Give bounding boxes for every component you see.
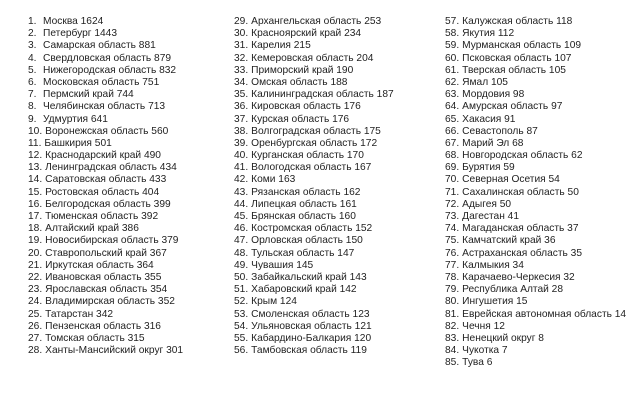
item-text: Якутия 112 [462, 28, 515, 40]
item-text: Псковская область 107 [462, 52, 572, 64]
item-number: 21. [28, 259, 43, 271]
item-text: Севастополь 87 [462, 125, 538, 137]
item-number: 28. [28, 345, 43, 357]
list-item [28, 77, 183, 89]
item-text: Смоленская область 123 [251, 308, 370, 320]
item-number: 30. [234, 28, 249, 40]
item-text: Магаданская область 37 [462, 223, 579, 235]
item-text: Марий Эл 68 [462, 137, 524, 149]
item-text: Дагестан 41 [462, 211, 519, 222]
list-item [445, 101, 626, 113]
column-2 [234, 16, 394, 357]
item-text: Ханты-Мансийский округ 301 [45, 345, 184, 357]
list-item [445, 162, 626, 174]
item-number: 6. [28, 76, 37, 88]
list-item [445, 248, 626, 260]
list-item [234, 199, 394, 211]
list-item [28, 260, 183, 272]
list-item [234, 114, 394, 126]
item-number: 64. [445, 101, 460, 113]
item-text: Тува 6 [462, 357, 493, 369]
item-number: 61. [445, 64, 460, 76]
item-number: 84. [445, 345, 460, 357]
item-text: Архангельская область 253 [251, 16, 382, 27]
item-text: Приморский край 190 [251, 64, 354, 76]
item-text: Ивановская область 355 [45, 271, 162, 283]
list-item [234, 40, 394, 52]
list-item [28, 89, 183, 101]
item-number: 82. [445, 320, 460, 332]
item-text: Саратовская область 433 [45, 174, 167, 186]
item-number: 53. [234, 308, 249, 320]
list-item [445, 53, 626, 65]
item-text: Башкирия 501 [44, 137, 112, 149]
list-item [28, 284, 183, 296]
item-number: 70. [445, 174, 460, 186]
item-number: 76. [445, 247, 460, 259]
item-text: Московская область 751 [43, 76, 160, 88]
item-text: Орловская область 150 [251, 235, 363, 247]
item-number: 23. [28, 284, 43, 296]
list-item [28, 150, 183, 162]
list-item [28, 101, 183, 113]
item-number: 78. [445, 271, 460, 283]
item-number: 31. [234, 40, 249, 52]
item-number: 58. [445, 28, 460, 40]
item-text: Петербург 1443 [43, 28, 117, 40]
item-number: 19. [28, 235, 43, 247]
item-number: 20. [28, 247, 43, 259]
item-number: 18. [28, 223, 43, 235]
item-text: Курганская область 170 [251, 150, 364, 162]
item-number: 75. [445, 235, 460, 247]
item-number: 33. [234, 64, 249, 76]
list-item [28, 296, 183, 308]
list-item [234, 77, 394, 89]
item-number: 32. [234, 52, 249, 64]
item-number: 67. [445, 137, 460, 149]
item-number: 24. [28, 296, 43, 308]
list-item [234, 260, 394, 272]
list-item [28, 40, 183, 52]
ranked-list [28, 16, 183, 357]
item-number: 4. [28, 52, 37, 64]
item-text: Ставропольский край 367 [45, 247, 167, 259]
item-number: 41. [234, 162, 249, 174]
list-item [28, 333, 183, 345]
item-text: Тульская область 147 [251, 247, 355, 259]
item-text: Адыгея 50 [462, 198, 512, 210]
list-item [234, 321, 394, 333]
list-item [234, 101, 394, 113]
item-number: 50. [234, 271, 249, 283]
item-text: Томская область 315 [45, 332, 145, 344]
list-item [445, 150, 626, 162]
item-number: 36. [234, 101, 249, 113]
list-item [445, 126, 626, 138]
item-text: Вологодская область 167 [251, 162, 372, 174]
item-number: 12. [28, 150, 43, 162]
item-text: Новгородская область 62 [462, 150, 583, 162]
list-item [445, 272, 626, 284]
item-number: 63. [445, 89, 460, 101]
list-item [234, 65, 394, 77]
item-number: 26. [28, 320, 43, 332]
item-number: 10. [28, 125, 43, 137]
list-item [445, 211, 626, 223]
item-text: Чукотка 7 [462, 345, 508, 357]
item-text: Челябинская область 713 [43, 101, 166, 113]
list-item [28, 53, 183, 65]
item-text: Костромская область 152 [251, 223, 373, 235]
item-text: Липецкая область 161 [251, 198, 357, 210]
list-item [234, 150, 394, 162]
item-text: Хакасия 91 [462, 113, 516, 125]
list-item [28, 187, 183, 199]
list-item [28, 272, 183, 284]
item-text: Чувашия 145 [251, 259, 314, 271]
list-item [234, 248, 394, 260]
list-item [234, 16, 394, 28]
item-text: Татарстан 342 [45, 308, 114, 320]
item-text: Рязанская область 162 [251, 186, 361, 198]
item-number: 79. [445, 284, 460, 296]
item-text: Республика Алтай 28 [462, 284, 564, 296]
list-item [28, 16, 183, 28]
list-item [28, 162, 183, 174]
item-text: Калужская область 118 [462, 16, 573, 27]
item-text: Владимирская область 352 [45, 296, 175, 308]
list-item [445, 77, 626, 89]
list-item [234, 89, 394, 101]
item-text: Ленинградская область 434 [45, 162, 177, 174]
item-text: Ростовская область 404 [45, 186, 160, 198]
item-text: Красноярский край 234 [251, 28, 362, 40]
item-text: Северная Осетия 54 [462, 174, 560, 186]
list-item [28, 223, 183, 235]
item-text: Пензенская область 316 [45, 320, 161, 332]
list-item [28, 114, 183, 126]
item-number: 81. [445, 308, 460, 320]
list-item [445, 16, 626, 28]
item-number: 35. [234, 89, 249, 101]
item-number: 14. [28, 174, 43, 186]
item-text: Коми 163 [251, 174, 296, 186]
item-text: Краснодарский край 490 [45, 150, 161, 162]
list-item [28, 345, 183, 357]
item-number: 77. [445, 259, 460, 271]
item-text: Мордовия 98 [462, 89, 525, 101]
list-item [445, 114, 626, 126]
item-text: Волгоградская область 175 [251, 125, 381, 137]
item-number: 9. [28, 113, 37, 125]
list-item [28, 211, 183, 223]
item-number: 29. [234, 16, 249, 27]
item-text: Камчатский край 36 [462, 235, 556, 247]
list-item [445, 65, 626, 77]
ranked-list [234, 16, 394, 357]
item-number: 34. [234, 76, 249, 88]
list-item [234, 272, 394, 284]
item-number: 22. [28, 271, 43, 283]
item-text: Москва 1624 [43, 16, 104, 27]
item-number: 56. [234, 345, 249, 357]
item-number: 73. [445, 211, 460, 222]
item-number: 49. [234, 259, 249, 271]
list-item [234, 284, 394, 296]
item-text: Кемеровская область 204 [251, 52, 374, 64]
column-3 [445, 16, 626, 369]
list-item [445, 89, 626, 101]
item-number: 71. [445, 186, 460, 198]
list-item [445, 223, 626, 235]
item-text: Свердловская область 879 [43, 52, 172, 64]
item-number: 7. [28, 89, 37, 101]
list-item [445, 345, 626, 357]
item-text: Ульяновская область 121 [251, 320, 372, 332]
list-item [234, 174, 394, 186]
item-number: 85. [445, 357, 460, 369]
ranked-list [445, 16, 626, 369]
list-item [28, 65, 183, 77]
list-item [445, 235, 626, 247]
item-text: Карелия 215 [251, 40, 311, 52]
list-item [234, 28, 394, 40]
list-item [445, 40, 626, 52]
item-number: 69. [445, 162, 460, 174]
item-text: Бурятия 59 [462, 162, 515, 174]
item-number: 8. [28, 101, 37, 113]
list-item [28, 138, 183, 150]
item-text: Тюменская область 392 [45, 211, 159, 222]
item-text: Ингушетия 15 [462, 296, 528, 308]
list-item [234, 296, 394, 308]
item-number: 27. [28, 332, 43, 344]
list-item [445, 174, 626, 186]
item-text: Алтайский край 386 [45, 223, 139, 235]
list-item [234, 235, 394, 247]
item-text: Иркутская область 364 [45, 259, 154, 271]
list-item [445, 284, 626, 296]
item-number: 44. [234, 198, 249, 210]
item-text: Белгородская область 399 [45, 198, 171, 210]
region-ranking-list [0, 16, 640, 402]
item-text: Нижегородская область 832 [43, 64, 177, 76]
item-number: 65. [445, 113, 460, 125]
list-item [234, 138, 394, 150]
item-text: Карачаево-Черкесия 32 [462, 271, 575, 283]
item-text: Пермский край 744 [43, 89, 134, 101]
item-number: 17. [28, 211, 43, 222]
column-1 [28, 16, 183, 357]
item-text: Брянская область 160 [251, 211, 356, 222]
item-text: Крым 124 [251, 296, 297, 308]
item-text: Чечня 12 [462, 320, 505, 332]
list-item [28, 126, 183, 138]
item-number: 52. [234, 296, 249, 308]
item-number: 13. [28, 162, 43, 174]
list-item [445, 187, 626, 199]
list-item [234, 333, 394, 345]
list-item [234, 187, 394, 199]
item-text: Новосибирская область 379 [45, 235, 179, 247]
item-text: Хабаровский край 142 [251, 284, 357, 296]
item-number: 54. [234, 320, 249, 332]
list-item [28, 235, 183, 247]
item-text: Тамбовская область 119 [251, 345, 367, 357]
list-item [445, 321, 626, 333]
item-text: Курская область 176 [251, 113, 350, 125]
item-text: Амурская область 97 [462, 101, 563, 113]
list-item [28, 248, 183, 260]
item-number: 60. [445, 52, 460, 64]
item-number: 55. [234, 332, 249, 344]
item-number: 16. [28, 198, 43, 210]
item-number: 25. [28, 308, 43, 320]
item-text: Оренбургская область 172 [251, 137, 378, 149]
item-text: Тверская область 105 [462, 64, 566, 76]
list-item [445, 333, 626, 345]
list-item [445, 309, 626, 321]
item-number: 72. [445, 198, 460, 210]
list-item [445, 296, 626, 308]
item-text: Сахалинская область 50 [462, 186, 579, 198]
item-number: 48. [234, 247, 249, 259]
item-number: 38. [234, 125, 249, 137]
item-number: 5. [28, 64, 37, 76]
list-item [234, 211, 394, 223]
list-item [234, 126, 394, 138]
item-text: Ненецкий округ 8 [462, 332, 544, 344]
item-text: Кировская область 176 [251, 101, 361, 113]
item-number: 11. [28, 137, 42, 149]
item-text: Ярославская область 354 [45, 284, 168, 296]
list-item [234, 345, 394, 357]
item-number: 74. [445, 223, 460, 235]
item-text: Мурманская область 109 [462, 40, 582, 52]
list-item [234, 53, 394, 65]
list-item [28, 174, 183, 186]
item-text: Забайкальский край 143 [251, 271, 367, 283]
list-item [234, 162, 394, 174]
list-item [445, 357, 626, 369]
list-item [445, 199, 626, 211]
item-number: 15. [28, 186, 43, 198]
item-number: 83. [445, 332, 460, 344]
item-number: 59. [445, 40, 460, 52]
item-number: 66. [445, 125, 460, 137]
item-text: Ямал 105 [462, 76, 508, 88]
item-number: 43. [234, 186, 249, 198]
item-number: 1. [28, 16, 37, 27]
item-number: 40. [234, 150, 249, 162]
item-number: 3. [28, 40, 37, 52]
item-number: 62. [445, 76, 460, 88]
list-item [28, 28, 183, 40]
item-text: Удмуртия 641 [43, 113, 108, 125]
item-number: 68. [445, 150, 460, 162]
item-text: Еврейская автономная область 14 [462, 308, 627, 320]
list-item [445, 260, 626, 272]
item-number: 57. [445, 16, 460, 27]
item-number: 2. [28, 28, 37, 40]
item-number: 47. [234, 235, 249, 247]
item-number: 37. [234, 113, 249, 125]
list-item [234, 309, 394, 321]
item-number: 45. [234, 211, 249, 222]
item-number: 42. [234, 174, 249, 186]
item-text: Кабардино-Балкария 120 [251, 332, 372, 344]
item-number: 51. [234, 284, 249, 296]
list-item [234, 223, 394, 235]
item-number: 46. [234, 223, 249, 235]
list-item [28, 199, 183, 211]
item-number: 80. [445, 296, 460, 308]
item-text: Астраханская область 35 [462, 247, 582, 259]
list-item [28, 321, 183, 333]
list-item [445, 28, 626, 40]
item-text: Калининградская область 187 [251, 89, 394, 101]
list-item [445, 138, 626, 150]
list-item [28, 309, 183, 321]
item-text: Омская область 188 [251, 76, 348, 88]
item-text: Калмыкия 34 [462, 259, 524, 271]
item-text: Самарская область 881 [43, 40, 156, 52]
item-number: 39. [234, 137, 249, 149]
item-text: Воронежская область 560 [45, 125, 169, 137]
